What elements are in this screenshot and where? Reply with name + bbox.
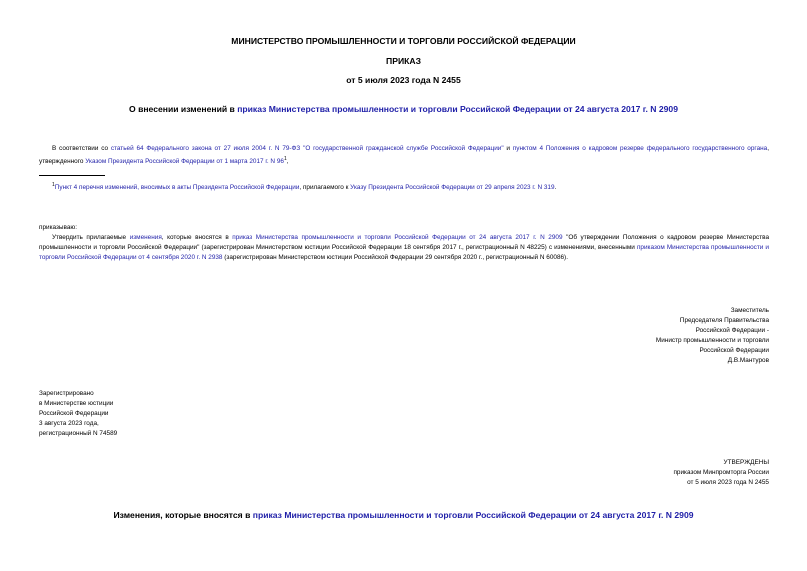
doc-title-prefix: О внесении изменений в bbox=[129, 104, 238, 114]
approved-line: приказом Минпромторга России bbox=[673, 469, 769, 476]
order-text-4: (зарегистрирован Министерством юстиции Российской Федерации 18 сентября 2017 г., регистрационный N 48225) с изменениями, внесенными bbox=[199, 244, 637, 251]
doc-date-number: от 5 июля 2023 года N 2455 bbox=[346, 75, 461, 85]
changes-title bbox=[0, 510, 807, 520]
footnote-text-1: , прилагаемого к bbox=[299, 184, 351, 192]
approved-line: от 5 июля 2023 года N 2455 bbox=[687, 479, 769, 486]
order-text-3: "Об утверждении Положения о кадровом резерве Министерства промышленности и торговли Российской Федерации" bbox=[39, 234, 769, 251]
footnote bbox=[52, 180, 772, 193]
signature-line: Заместитель bbox=[730, 307, 769, 314]
registration-line: регистрационный N 74589 bbox=[39, 430, 118, 437]
signature-line: Российской Федерации bbox=[699, 347, 769, 354]
changes-title-link[interactable]: приказ Министерства промышленности и торговли Российской Федерации от 24 августа 2017 г. N 2909 bbox=[252, 510, 694, 520]
doc-type-heading: ПРИКАЗ bbox=[386, 56, 421, 66]
footnote-divider bbox=[39, 175, 105, 176]
signature-line: Министр промышленности и торговли bbox=[655, 337, 769, 344]
doc-title bbox=[0, 104, 807, 114]
footnote-ref[interactable]: 1 bbox=[283, 156, 287, 162]
footnote-text-2: . bbox=[554, 184, 557, 192]
approved-block bbox=[469, 458, 769, 488]
order-text-1: Утвердить прилагаемые bbox=[52, 234, 130, 241]
order-link-order-2909[interactable]: приказ Министерства промышленности и торговли Российской Федерации от 24 августа 2017 г. N 2909 bbox=[232, 234, 563, 241]
order-link-changes[interactable]: изменения bbox=[129, 234, 162, 241]
signature-block bbox=[469, 306, 769, 366]
footnote-mark: 1 bbox=[52, 182, 55, 188]
preamble-text-2: и bbox=[503, 145, 513, 152]
signature-line: Российской Федерации - bbox=[695, 327, 769, 334]
preamble-text-1: В соответствии со bbox=[52, 145, 111, 152]
order-word: приказываю: bbox=[39, 224, 77, 231]
ministry-heading: МИНИСТЕРСТВО ПРОМЫШЛЕННОСТИ И ТОРГОВЛИ РОССИЙСКОЙ ФЕДЕРАЦИИ bbox=[231, 36, 576, 46]
preamble-link-decree[interactable]: Указом Президента Российской Федерации от 1 марта 2017 г. N 96 bbox=[85, 158, 284, 166]
order-link-order-2938[interactable]: приказом Министерства промышленности и торговли Российской Федерации от 4 сентября 2020 г. N 2938 bbox=[39, 244, 769, 261]
preamble-paragraph bbox=[39, 144, 769, 167]
registration-block bbox=[39, 389, 339, 439]
order-paragraph bbox=[39, 233, 769, 263]
changes-title-prefix: Изменения, которые вносятся в bbox=[113, 510, 253, 520]
registration-line: 3 августа 2023 года, bbox=[39, 420, 99, 427]
doc-title-link[interactable]: приказ Министерства промышленности и торговли Российской Федерации от 24 августа 2017 г. N 2909 bbox=[237, 104, 678, 114]
signature-line: Д.В.Мантуров bbox=[727, 357, 769, 364]
registration-line: Российской Федерации bbox=[39, 410, 109, 417]
order-text-2: , которые вносятся в bbox=[161, 234, 233, 241]
registration-line: Зарегистрировано bbox=[39, 390, 94, 397]
footnote-link-list[interactable]: Пункт 4 перечня изменений, вносимых в акты Президента Российской Федерации bbox=[54, 184, 300, 192]
preamble-link-law[interactable]: статьей 64 Федерального закона от 27 июля 2004 г. N 79-ФЗ "О государственной гражданской службе Российской Федерации" bbox=[110, 145, 504, 152]
approved-line: УТВЕРЖДЕНЫ bbox=[723, 459, 769, 466]
order-text-5: (зарегистрирован Министерством юстиции Российской Федерации 29 сентября 2020 г., регистрационный N 60086). bbox=[222, 254, 568, 261]
preamble-text-4: , bbox=[286, 158, 289, 166]
registration-line: в Министерстве юстиции bbox=[39, 400, 114, 407]
preamble-link-regulation[interactable]: пунктом 4 Положения о кадровом резерве федерального государственного органа bbox=[512, 145, 768, 152]
footnote-link-decree[interactable]: Указу Президента Российской Федерации от 29 апреля 2023 г. N 319 bbox=[350, 184, 555, 192]
preamble-text-3: , утвержденного bbox=[39, 145, 770, 166]
signature-line: Председателя Правительства bbox=[679, 317, 769, 324]
